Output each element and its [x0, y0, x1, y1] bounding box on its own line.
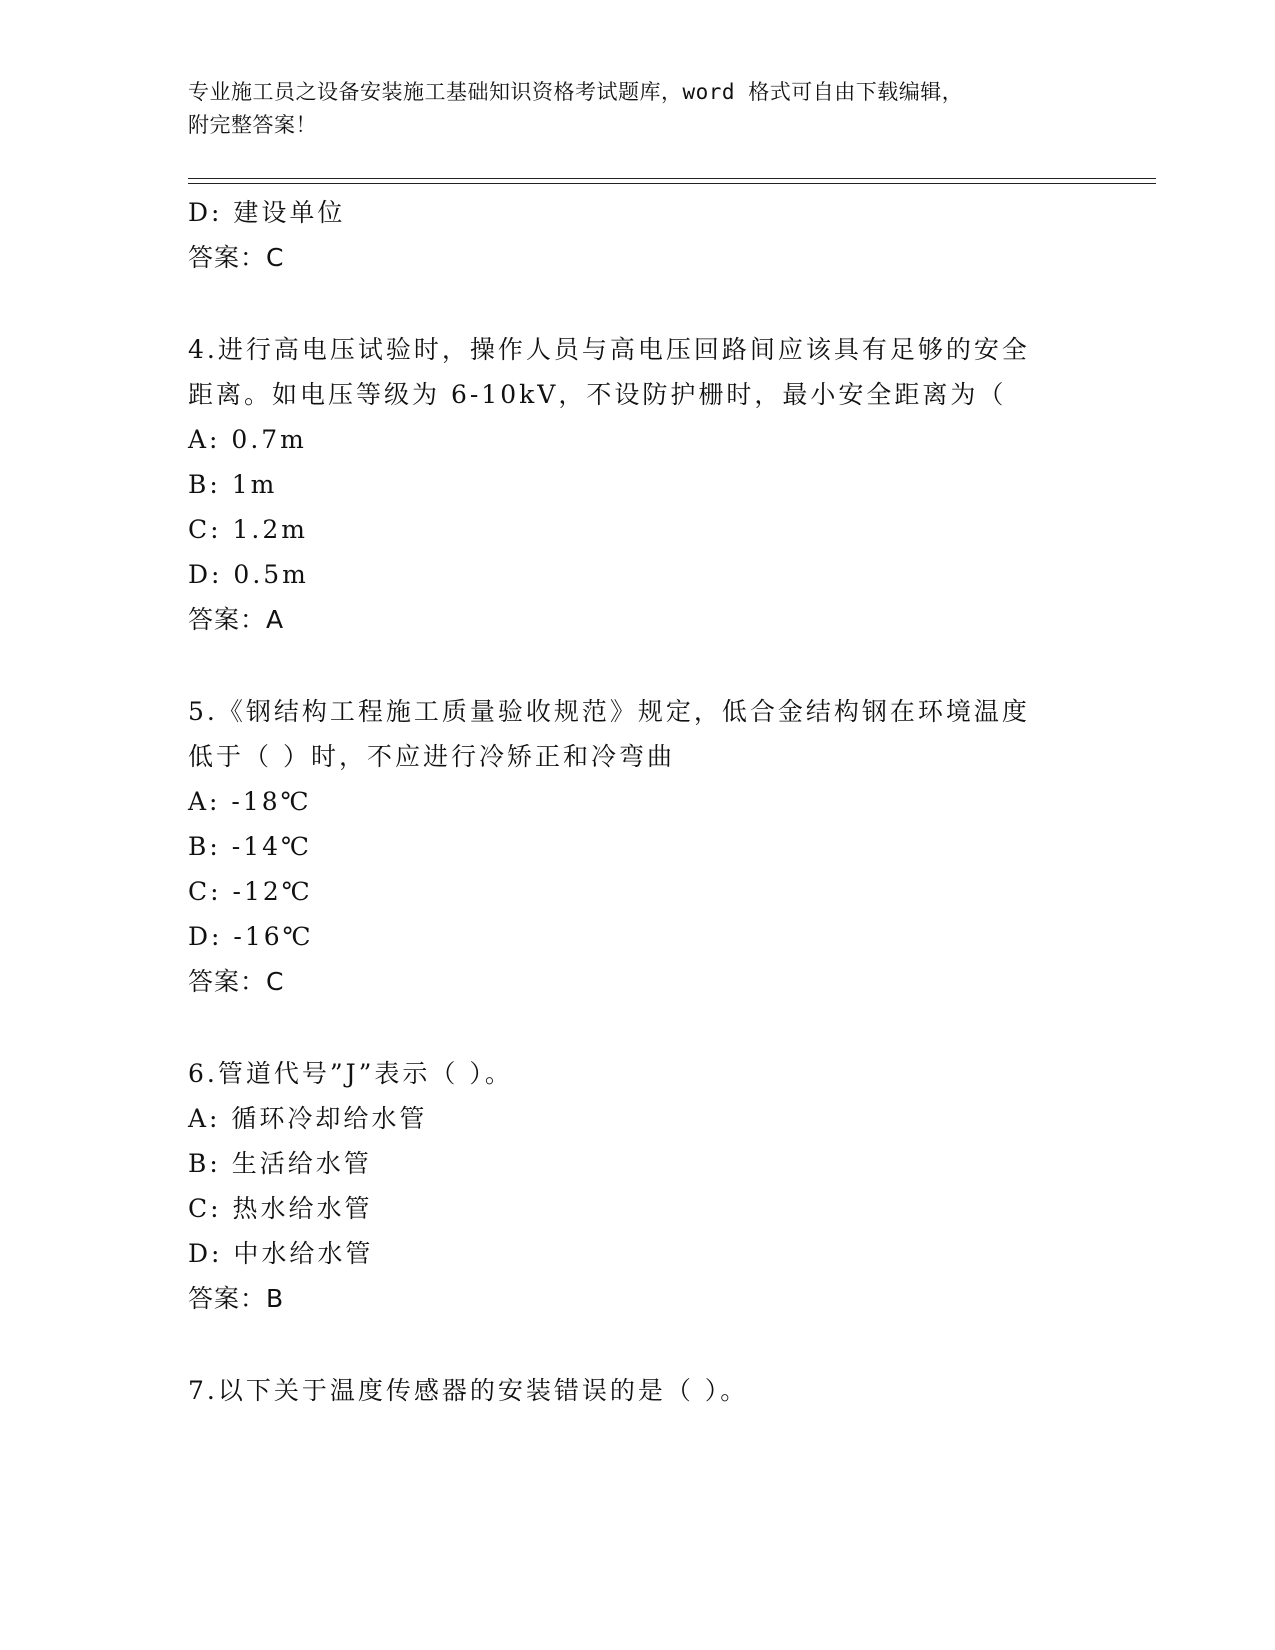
question-stem-line: 距离。如电压等级为 6-10kV，不设防护栅时，最小安全距离为（ [188, 380, 1007, 409]
spacer [188, 1004, 1088, 1051]
header-line-2: 附完整答案！ [188, 113, 317, 137]
question-stem-line: 4.进行高电压试验时，操作人员与高电压回路间应该具有足够的安全 [188, 335, 1030, 364]
spacer [188, 280, 1088, 327]
option-c: C: 热水给水管 [188, 1194, 373, 1223]
header-divider-top [188, 178, 1156, 179]
document-header [188, 76, 1088, 142]
prev-answer: 答案：C [188, 243, 285, 272]
question-5 [188, 689, 1088, 1004]
option-b: B: 生活给水管 [188, 1149, 372, 1178]
question-stem-line: 7.以下关于温度传感器的安装错误的是（ ）。 [188, 1376, 749, 1405]
answer: 答案：A [188, 605, 285, 634]
option-a: A: 0.7m [188, 425, 307, 454]
option-c: C: 1.2m [188, 515, 308, 544]
option-b: B: 1m [188, 470, 278, 499]
header-divider-bottom [188, 183, 1156, 184]
option-b: B: -14℃ [188, 832, 312, 861]
option-a: A: 循环冷却给水管 [188, 1104, 428, 1133]
spacer [188, 1321, 1088, 1368]
option-d: D: 0.5m [188, 560, 309, 589]
option-c: C: -12℃ [188, 877, 313, 906]
answer: 答案：B [188, 1284, 285, 1313]
question-stem-line: 6.管道代号”J”表示（ ）。 [188, 1059, 513, 1088]
question-6 [188, 1051, 1088, 1321]
answer: 答案：C [188, 967, 285, 996]
question-4 [188, 327, 1088, 642]
spacer [188, 642, 1088, 689]
header-line-1: 专业施工员之设备安装施工基础知识资格考试题库，word 格式可自由下载编辑， [188, 80, 964, 104]
question-stem-line: 低于（ ）时，不应进行冷矫正和冷弯曲 [188, 742, 675, 771]
question-7 [188, 1368, 1088, 1413]
prev-option-d: D: 建设单位 [188, 198, 346, 227]
question-list [188, 190, 1088, 1413]
option-a: A: -18℃ [188, 787, 312, 816]
option-d: D: 中水给水管 [188, 1239, 374, 1268]
question-stem-line: 5.《钢结构工程施工质量验收规范》规定，低合金结构钢在环境温度 [188, 697, 1030, 726]
option-d: D: -16℃ [188, 922, 314, 951]
